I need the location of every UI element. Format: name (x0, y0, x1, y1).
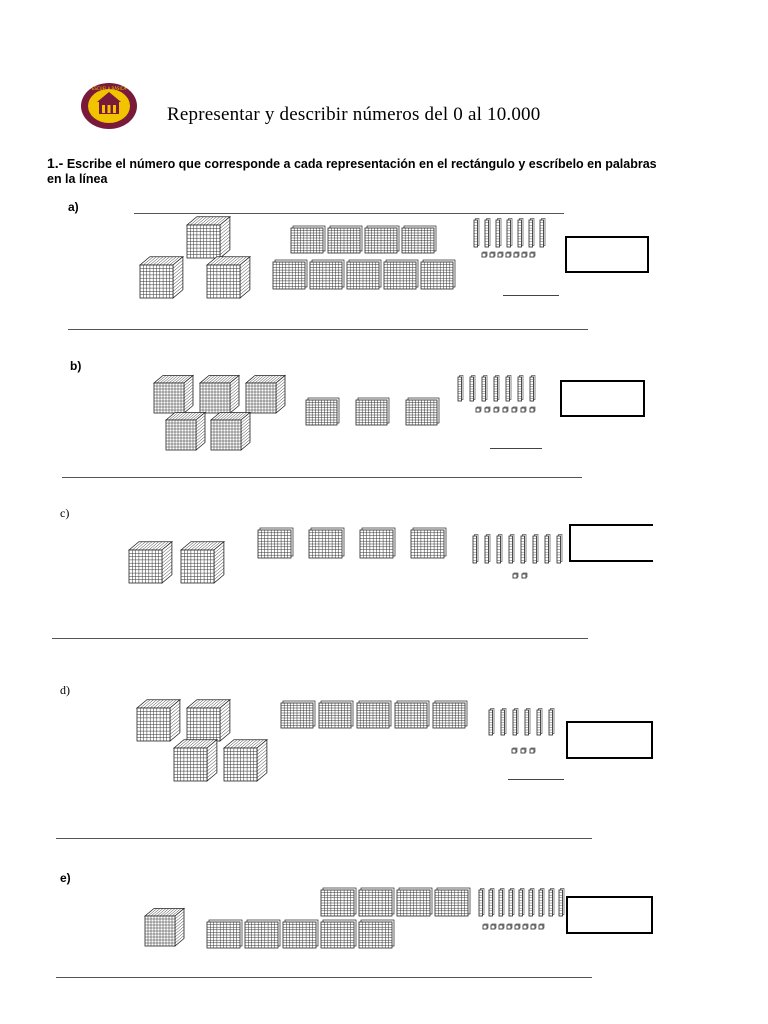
unit-cube-b (503, 407, 508, 412)
ten-rod-b (470, 376, 475, 402)
unit-cube-e (491, 924, 496, 929)
unit-cube-d (512, 748, 517, 753)
answer-box-a[interactable] (565, 236, 649, 273)
instruction-text: Escribe el número que corresponde a cada representación en el rectángulo y escríbelo en palabras en la línea (47, 157, 657, 186)
hundred-flat-a (347, 260, 381, 289)
ten-rod-e (479, 889, 484, 917)
thousand-cube-b (154, 376, 193, 414)
hundred-flat-a (384, 260, 418, 289)
ten-rod-b (458, 376, 463, 402)
exercise-label-d: d) (60, 683, 70, 697)
unit-cube-b (494, 407, 499, 412)
unit-cube-a (506, 252, 511, 257)
unit-cube-a (530, 252, 535, 257)
exercise-label-b: b) (70, 359, 82, 373)
unit-cube-e (523, 924, 528, 929)
thousand-cube-c (129, 542, 172, 583)
unit-cube-e (515, 924, 520, 929)
unit-cube-a (490, 252, 495, 257)
unit-cube-e (539, 924, 544, 929)
hundred-flat-b (356, 398, 389, 425)
hundred-flat-c (258, 528, 293, 558)
thousand-cube-d (187, 700, 230, 741)
hundred-flat-e (321, 888, 356, 916)
ten-rod-e (489, 889, 494, 917)
hundred-flat-d (357, 701, 391, 728)
thousand-cube-d (224, 740, 267, 781)
ten-rod-e (499, 889, 504, 917)
ten-rod-e (519, 889, 524, 917)
unit-cube-d (530, 748, 535, 753)
unit-cube-b (521, 407, 526, 412)
answer-line-c[interactable] (52, 638, 588, 639)
short-line-b[interactable] (490, 448, 542, 449)
thousand-cube-d (174, 740, 217, 781)
unit-cube-b (485, 407, 490, 412)
ten-rod-a (496, 219, 501, 248)
unit-cube-b (530, 407, 535, 412)
thousand-cube-b (246, 376, 285, 414)
ten-rod-c (545, 535, 550, 564)
unit-cube-b (512, 407, 517, 412)
answer-line-a[interactable] (68, 329, 588, 330)
unit-cube-b (476, 407, 481, 412)
answer-line-b[interactable] (62, 477, 582, 478)
ten-rod-a (540, 219, 545, 248)
ten-rod-c (509, 535, 514, 564)
ten-rod-d (537, 709, 542, 736)
hundred-flat-b (306, 398, 339, 425)
hundred-flat-a (273, 260, 307, 289)
answer-box-e[interactable] (566, 896, 653, 934)
unit-cube-a (498, 252, 503, 257)
hundred-flat-a (421, 260, 455, 289)
exercise-a-top-rule (134, 213, 564, 214)
ten-rod-d (525, 709, 530, 736)
ten-rod-a (529, 219, 534, 248)
thousand-cube-a (207, 257, 250, 298)
school-logo (80, 82, 138, 130)
ten-rod-c (485, 535, 490, 564)
hundred-flat-e (359, 888, 394, 916)
ten-rod-e (509, 889, 514, 917)
ten-rod-e (549, 889, 554, 917)
ten-rod-c (533, 535, 538, 564)
thousand-cube-e (145, 909, 184, 947)
hundred-flat-b (406, 398, 439, 425)
ten-rod-c (497, 535, 502, 564)
ten-rod-a (485, 219, 490, 248)
exercise-label-a: a) (68, 200, 79, 214)
hundred-flat-d (281, 701, 315, 728)
ten-rod-a (518, 219, 523, 248)
ten-rod-c (557, 535, 562, 564)
hundred-flat-e (397, 888, 432, 916)
unit-cube-a (522, 252, 527, 257)
short-line-a[interactable] (503, 295, 559, 296)
hundred-flat-a (365, 226, 399, 253)
ten-rod-c (473, 535, 478, 564)
ten-rod-e (559, 889, 564, 917)
hundred-flat-c (411, 528, 446, 558)
hundred-flat-e (207, 920, 242, 948)
hundred-flat-d (319, 701, 353, 728)
unit-cube-c (522, 573, 527, 578)
ten-rod-d (489, 709, 494, 736)
hundred-flat-a (310, 260, 344, 289)
answer-line-e[interactable] (56, 977, 592, 978)
logo-text: ESCUELA BÁSICA (91, 86, 127, 91)
thousand-cube-b (200, 376, 239, 414)
exercise-label-e: e) (60, 871, 71, 885)
ten-rod-b (482, 376, 487, 402)
hundred-flat-c (309, 528, 344, 558)
ten-rod-d (549, 709, 554, 736)
hundred-flat-e (283, 920, 318, 948)
ten-rod-d (501, 709, 506, 736)
unit-cube-c (513, 573, 518, 578)
ten-rod-d (513, 709, 518, 736)
thousand-cube-a (187, 217, 230, 258)
unit-cube-a (482, 252, 487, 257)
hundred-flat-d (395, 701, 429, 728)
thousand-cube-a (140, 257, 183, 298)
ten-rod-c (521, 535, 526, 564)
ten-rod-b (518, 376, 523, 402)
answer-line-d[interactable] (56, 838, 592, 839)
unit-cube-a (514, 252, 519, 257)
unit-cube-e (483, 924, 488, 929)
unit-cube-e (507, 924, 512, 929)
hundred-flat-e (321, 920, 356, 948)
ten-rod-a (474, 219, 479, 248)
answer-box-d[interactable] (566, 721, 653, 759)
thousand-cube-b (166, 413, 205, 451)
unit-cube-e (531, 924, 536, 929)
thousand-cube-c (181, 542, 224, 583)
exercise-label-c: c) (60, 506, 70, 520)
thousand-cube-b (211, 413, 250, 451)
ten-rod-e (529, 889, 534, 917)
hundred-flat-e (359, 920, 394, 948)
hundred-flat-d (433, 701, 467, 728)
answer-box-c[interactable] (569, 524, 653, 562)
hundred-flat-e (435, 888, 470, 916)
unit-cube-d (521, 748, 526, 753)
ten-rod-b (530, 376, 535, 402)
hundred-flat-a (328, 226, 362, 253)
short-line-d[interactable] (508, 779, 564, 780)
instruction-number: 1.- (47, 155, 64, 171)
hundred-flat-e (245, 920, 280, 948)
hundred-flat-a (402, 226, 436, 253)
answer-box-b[interactable] (560, 380, 645, 417)
unit-cube-e (499, 924, 504, 929)
hundred-flat-a (291, 226, 325, 253)
page-title: Representar y describir números del 0 al 10.000 (167, 104, 541, 125)
ten-rod-a (507, 219, 512, 248)
hundred-flat-c (360, 528, 395, 558)
thousand-cube-d (137, 700, 180, 741)
ten-rod-b (494, 376, 499, 402)
ten-rod-e (539, 889, 544, 917)
instruction (47, 156, 667, 187)
ten-rod-b (506, 376, 511, 402)
